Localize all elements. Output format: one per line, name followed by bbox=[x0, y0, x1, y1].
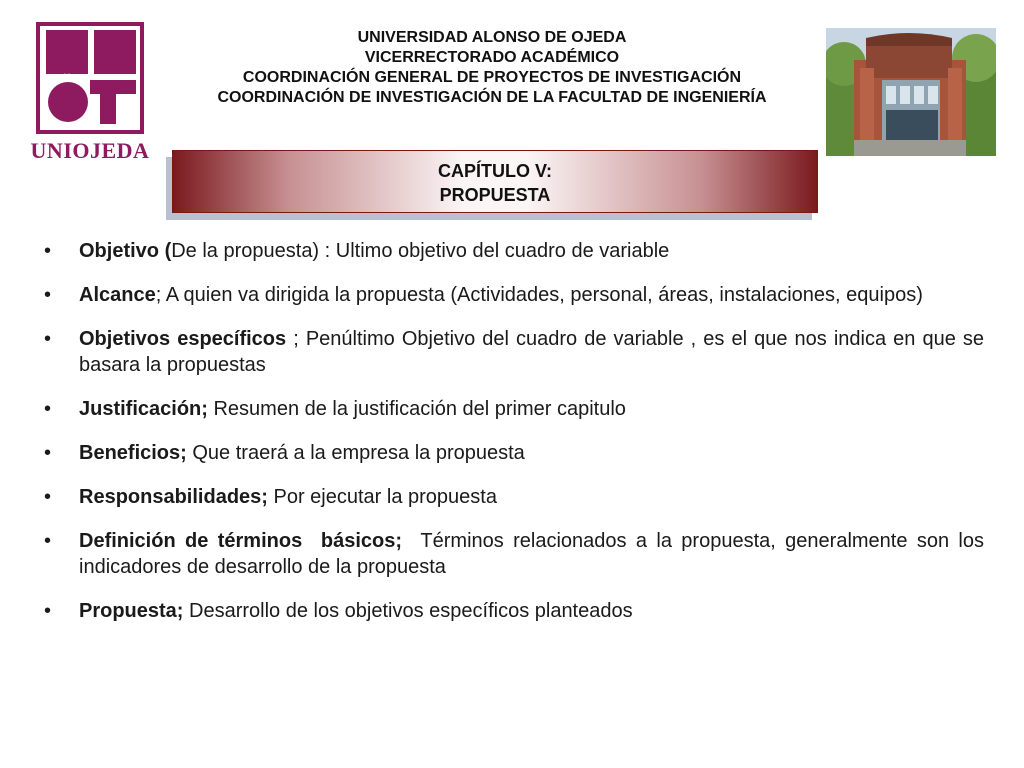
item-text: ; A quien va dirigida la propuesta (Actividades, personal, áreas, instalaciones, equipos) bbox=[155, 284, 923, 306]
logo-shapes-icon bbox=[40, 26, 140, 130]
bullet-icon: • bbox=[44, 398, 52, 420]
item-label: Objetivos específicos bbox=[79, 328, 287, 350]
item-label: Alcance bbox=[79, 284, 156, 306]
logo-emblem bbox=[36, 22, 144, 134]
chapter-name: PROPUESTA bbox=[439, 185, 551, 205]
list-item bbox=[44, 282, 984, 308]
list-item bbox=[44, 440, 984, 466]
content-bullet-list bbox=[44, 238, 990, 642]
header-line-vicerrectorado: VICERRECTORADO ACADÉMICO bbox=[364, 49, 620, 66]
header-line-coordinacion-facultad: COORDINACIÓN DE INVESTIGACIÓN DE LA FACULTAD DE INGENIERÍA bbox=[217, 89, 767, 106]
item-text: ; Penúltimo Objetivo del cuadro de variable , es el que nos indica en que se basara la propuestas bbox=[79, 328, 985, 376]
item-text: De la propuesta) : Ultimo objetivo del cuadro de variable bbox=[171, 240, 670, 262]
list-item bbox=[44, 326, 984, 378]
bullet-icon: • bbox=[44, 530, 52, 552]
header-line-university: UNIVERSIDAD ALONSO DE OJEDA bbox=[357, 29, 627, 46]
chapter-title-box bbox=[172, 150, 818, 213]
bullet-icon: • bbox=[44, 328, 52, 350]
item-text: Que traerá a la empresa la propuesta bbox=[186, 442, 525, 464]
item-label: Propuesta; bbox=[79, 600, 184, 622]
item-label: Beneficios; bbox=[79, 442, 187, 464]
item-label: Definición de términos básicos; bbox=[79, 530, 403, 552]
bullet-icon: • bbox=[44, 240, 52, 262]
bullet-icon: • bbox=[44, 486, 52, 508]
item-label: Justificación; bbox=[79, 398, 208, 420]
list-item bbox=[44, 484, 984, 510]
item-label: Objetivo ( bbox=[79, 240, 172, 262]
building-image-icon bbox=[826, 28, 996, 156]
item-text: Resumen de la justificación del primer capitulo bbox=[207, 398, 626, 420]
item-text: Por ejecutar la propuesta bbox=[267, 486, 497, 508]
bullet-icon: • bbox=[44, 600, 52, 622]
item-text: Términos relacionados a la propuesta, generalmente son los indicadores de desarrollo de la propuesta bbox=[79, 530, 990, 578]
list-item bbox=[44, 528, 990, 580]
list-item bbox=[44, 396, 984, 422]
list-item bbox=[44, 598, 984, 624]
list-item bbox=[44, 238, 984, 264]
item-text: Desarrollo de los objetivos específicos planteados bbox=[183, 600, 633, 622]
logo-wordmark: UNIOJEDA bbox=[30, 138, 150, 163]
uniojeda-logo bbox=[30, 22, 150, 167]
institution-header bbox=[150, 28, 834, 108]
bullet-icon: • bbox=[44, 442, 52, 464]
header-line-coordinacion-general: COORDINACIÓN GENERAL DE PROYECTOS DE INVESTIGACIÓN bbox=[242, 69, 742, 86]
campus-building-photo bbox=[826, 28, 996, 156]
chapter-number: CAPÍTULO V: bbox=[437, 161, 552, 181]
item-label: Responsabilidades; bbox=[79, 486, 268, 508]
bullet-icon: • bbox=[44, 284, 52, 306]
